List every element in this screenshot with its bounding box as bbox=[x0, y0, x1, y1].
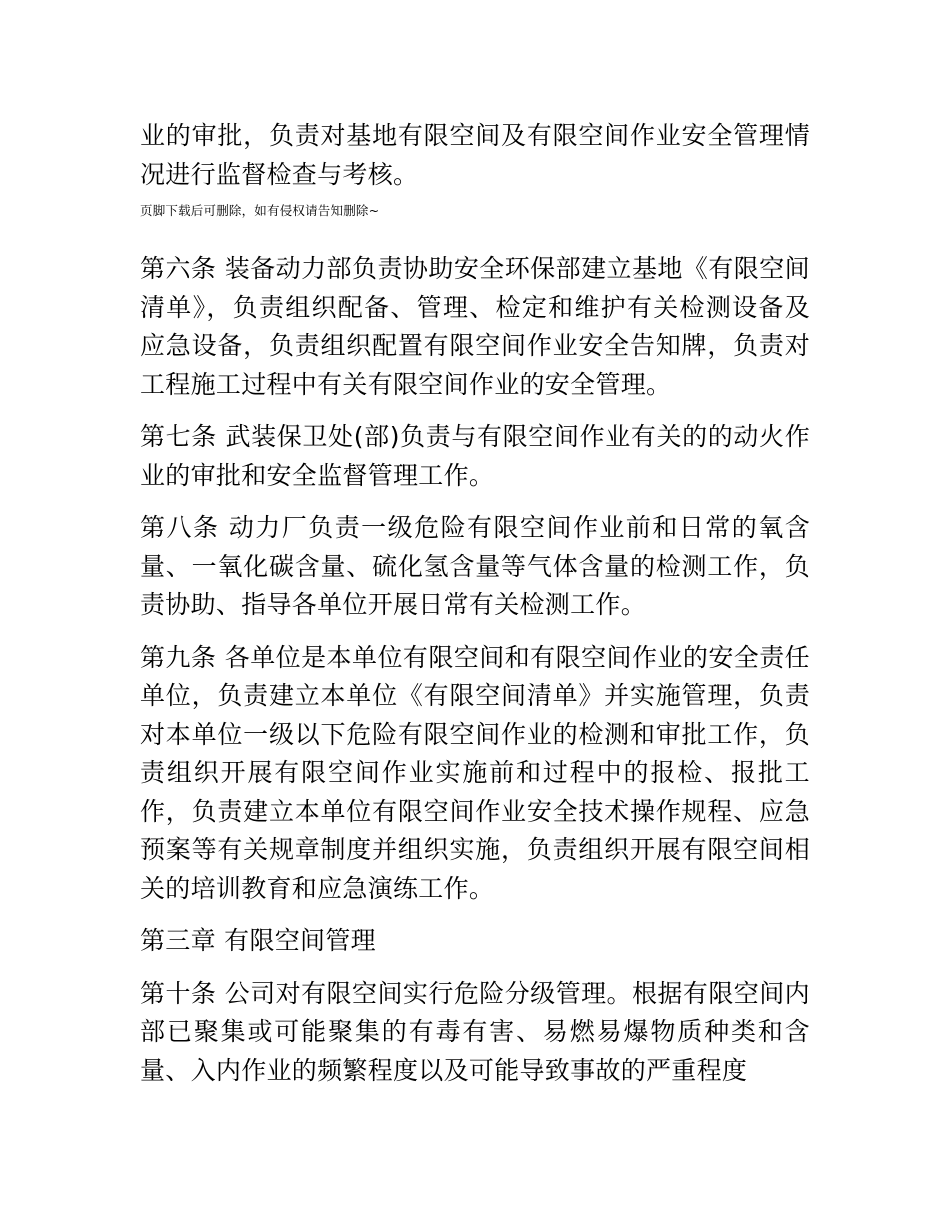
paragraph-article-6: 第六条 装备动力部负责协助安全环保部建立基地《有限空间清单》，负责组织配备、管理、检定和维护有关检测设备及应急设备，负责组织配置有限空间作业安全告知牌，负责对工程施工过程中有关有限空间作业的安全管理。 bbox=[140, 254, 810, 399]
paragraph-article-10: 第十条 公司对有限空间实行危险分级管理。根据有限空间内部已聚集或可能聚集的有毒有害、易燃易爆物质种类和含量、入内作业的频繁程度以及可能导致事故的严重程度 bbox=[140, 978, 810, 1085]
paragraph-article-9: 第九条 各单位是本单位有限空间和有限空间作业的安全责任单位，负责建立本单位《有限空间清单》并实施管理，负责对本单位一级以下危险有限空间作业的检测和审批工作，负责组织开展有限空间作业实施前和过程中的报检、报批工作，负责建立本单位有限空间作业安全技术操作规程、应急预案等有关规章制度并组织实施，负责组织开展有限空间相关的培训教育和应急演练工作。 bbox=[140, 642, 810, 903]
paragraph-article-8: 第八条 动力厂负责一级危险有限空间作业前和日常的氧含量、一氧化碳含量、硫化氢含量等气体含量的检测工作，负责协助、指导各单位开展日常有关检测工作。 bbox=[140, 513, 810, 619]
paragraph-approval-continued: 业的审批，负责对基地有限空间及有限空间作业安全管理情况进行监督检查与考核。 bbox=[140, 121, 810, 189]
document-body bbox=[140, 117, 810, 1104]
paragraph-article-7: 第七条 武装保卫处(部)负责与有限空间作业有关的的动火作业的审批和安全监督管理工作。 bbox=[140, 422, 810, 490]
chapter-3-heading: 第三章 有限空间管理 bbox=[140, 926, 376, 955]
footer-note: 页脚下载后可删除，如有侵权请告知删除~ bbox=[140, 203, 380, 218]
